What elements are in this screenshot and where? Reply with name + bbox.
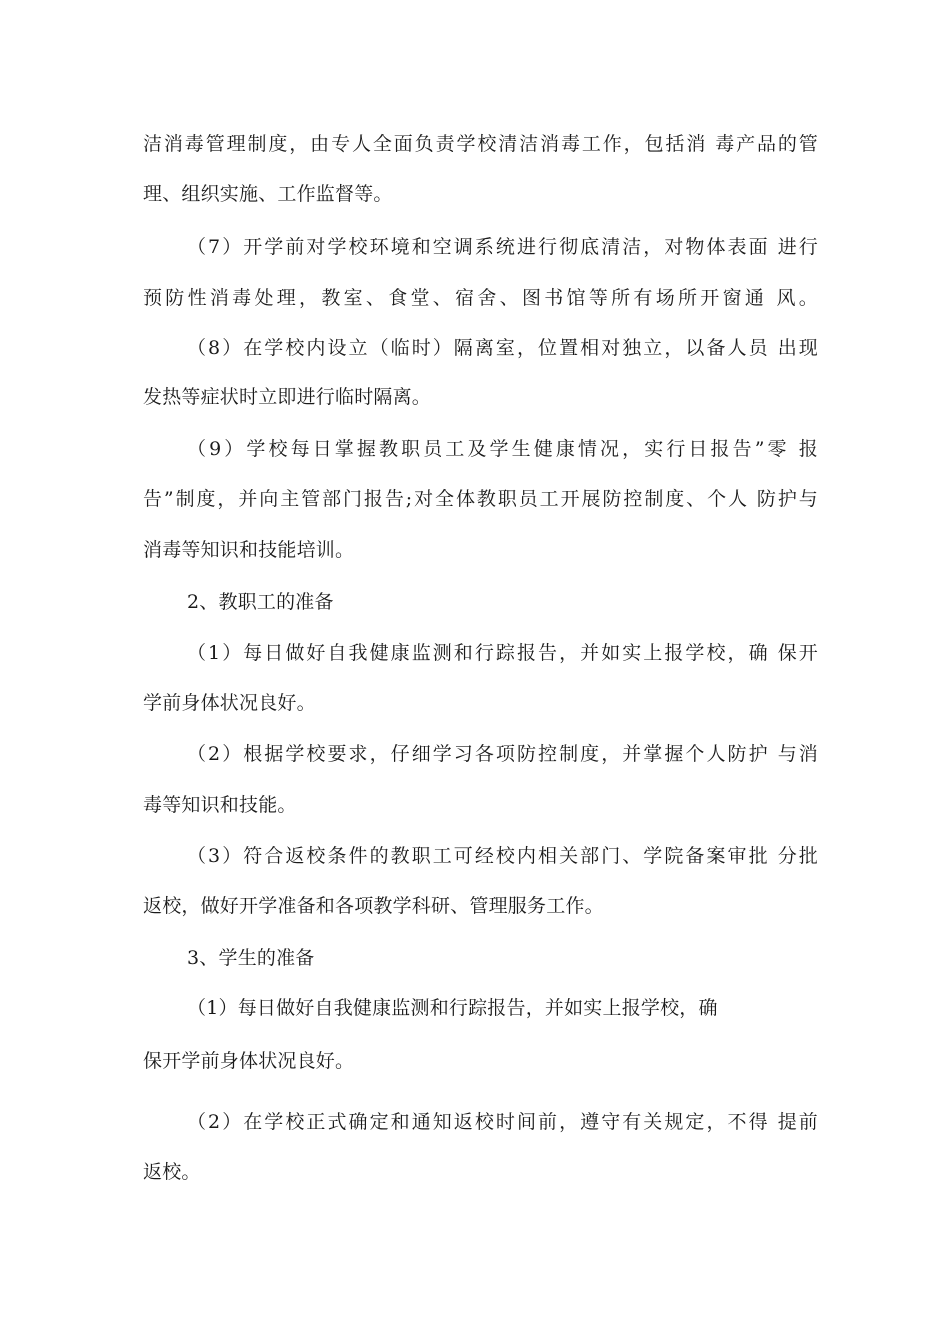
paragraph-line: 消毒等知识和技能培训。 (143, 539, 355, 561)
section-heading: 2、教职工的准备 (187, 591, 334, 613)
paragraph-line: 保开学前身体状况良好。 (143, 1050, 355, 1072)
paragraph-line: 学前身体状况良好。 (143, 692, 316, 714)
paragraph-line: 发热等症状时立即进行临时隔离。 (143, 386, 432, 408)
paragraph-line: （9）学校每日掌握教职员工及学生健康情况，实行日报告”零 报 (187, 438, 818, 460)
paragraph-line: 洁消毒管理制度，由专人全面负责学校清洁消毒工作，包括消 毒产品的管 (143, 133, 818, 155)
paragraph-line: （3）符合返校条件的教职工可经校内相关部门、学院备案审批 分批 (187, 845, 818, 867)
paragraph-line: 返校，做好开学准备和各项教学科研、管理服务工作。 (143, 895, 604, 917)
paragraph-line: （2）根据学校要求，仔细学习各项防控制度，并掌握个人防护 与消 (187, 743, 818, 765)
paragraph-line: （1）每日做好自我健康监测和行踪报告，并如实上报学校，确 (187, 997, 718, 1019)
paragraph-line: 理、组织实施、工作监督等。 (143, 183, 393, 205)
paragraph-line: 毒等知识和技能。 (143, 794, 297, 816)
paragraph-line: （2）在学校正式确定和通知返校时间前，遵守有关规定，不得 提前 (187, 1111, 818, 1133)
paragraph-line: （8）在学校内设立（临时）隔离室，位置相对独立，以备人员 出现 (187, 337, 818, 359)
paragraph-line: 返校。 (143, 1161, 201, 1183)
paragraph-line: 告”制度，并向主管部门报告;对全体教职员工开展防控制度、个人 防护与 (143, 488, 818, 510)
paragraph-line: 预防性消毒处理，教室、食堂、宿舍、图书馆等所有场所开窗通 风。 (143, 287, 818, 309)
paragraph-line: （1）每日做好自我健康监测和行踪报告，并如实上报学校，确 保开 (187, 642, 818, 664)
paragraph-line: （7）开学前对学校环境和空调系统进行彻底清洁，对物体表面 进行 (187, 236, 818, 258)
section-heading: 3、学生的准备 (187, 947, 315, 969)
